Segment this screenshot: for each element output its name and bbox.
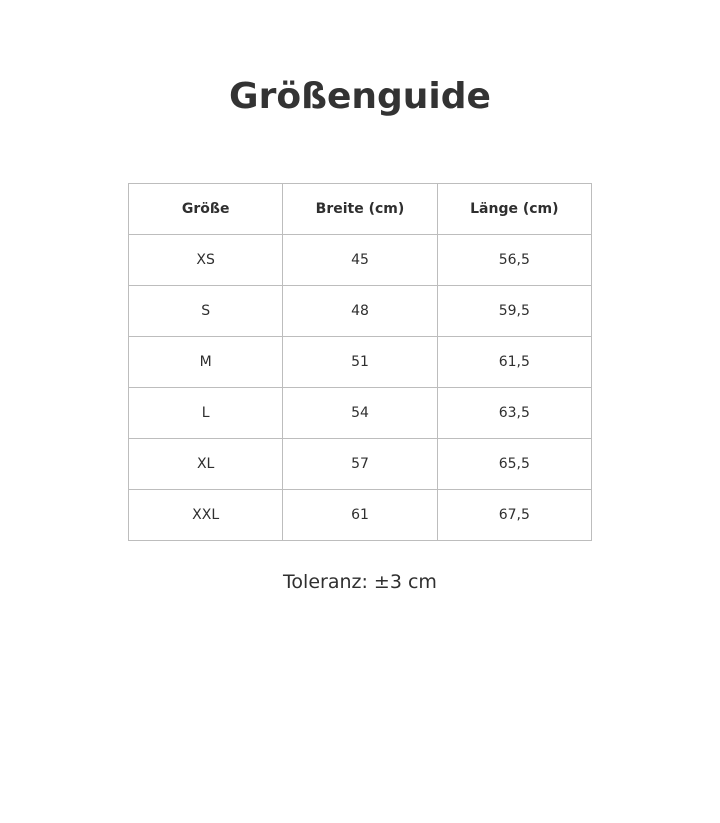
size-chart-table [128,183,592,541]
width-cell: 54 [283,388,437,439]
size-cell: XXL [129,490,283,541]
width-cell: 48 [283,286,437,337]
table-row [129,235,592,286]
column-header-size: Größe [129,184,283,235]
size-cell: S [129,286,283,337]
width-cell: 45 [283,235,437,286]
width-cell: 61 [283,490,437,541]
width-cell: 57 [283,439,437,490]
length-cell: 63,5 [437,388,591,439]
table-row [129,388,592,439]
table-row [129,439,592,490]
length-cell: 67,5 [437,490,591,541]
length-cell: 61,5 [437,337,591,388]
tolerance-note: Toleranz: ±3 cm [283,571,437,593]
column-header-width: Breite (cm) [283,184,437,235]
size-cell: L [129,388,283,439]
size-cell: M [129,337,283,388]
page-title: Größenguide [229,76,491,117]
width-cell: 51 [283,337,437,388]
length-cell: 56,5 [437,235,591,286]
table-header-row [129,184,592,235]
length-cell: 65,5 [437,439,591,490]
table-row [129,286,592,337]
size-cell: XL [129,439,283,490]
length-cell: 59,5 [437,286,591,337]
table-row [129,337,592,388]
table-row [129,490,592,541]
column-header-length: Länge (cm) [437,184,591,235]
size-cell: XS [129,235,283,286]
